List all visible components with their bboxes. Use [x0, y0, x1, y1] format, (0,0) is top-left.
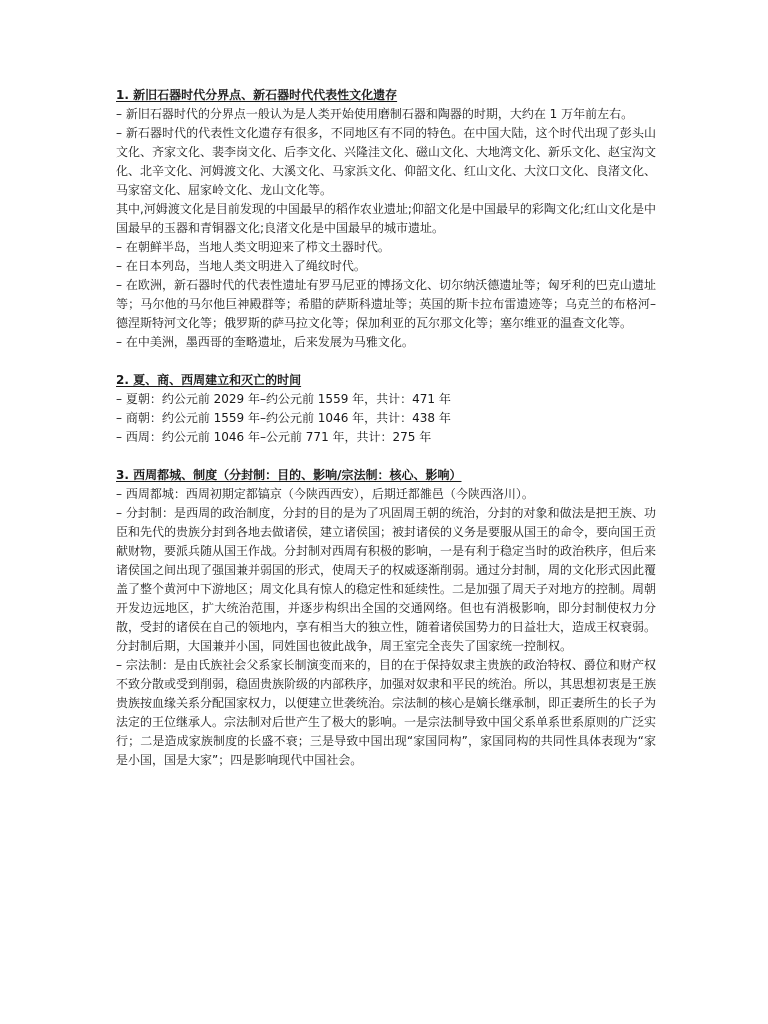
paragraph: – 在中美洲，墨西哥的奎略遗址，后来发展为马雅文化。: [116, 335, 414, 349]
section-dynasties: [116, 371, 656, 447]
paragraph: – 夏朝：约公元前 2029 年–约公元前 1559 年，共计：471 年: [116, 392, 451, 406]
paragraph: – 西周都城：西周初期定都镐京（今陕西西安），后期迁都雒邑（今陕西洛川）。: [116, 487, 534, 501]
section-neolithic: [116, 86, 656, 352]
section-heading: 2. 夏、商、西周建立和灭亡的时间: [116, 373, 302, 387]
paragraph: – 新旧石器时代的分界点一般认为是人类开始使用磨制石器和陶器的时期，大约在 1 万年前左右。: [116, 107, 634, 121]
section-heading: 1. 新旧石器时代分界点、新石器时代代表性文化遗存: [116, 88, 398, 102]
paragraph: – 分封制：是西周的政治制度，分封的目的是为了巩固周王朝的统治，分封的对象和做法是把王族、功臣和先代的贵族分封到各地去做诸侯，建立诸侯国；被封诸侯的义务是要服从国王的命令，要向国王贡献财物，要派兵随从国王作战。分封制对西周有积极的影响，一是有利于稳定当时的政治秩序，但后来诸侯国之间出现了强国兼并弱国的形式，使周天子的权威逐渐削弱。通过分封制，周的文化形式因此覆盖了整个黄河中下游地区；周文化具有惊人的稳定性和延续性。二是加强了周天子对地方的控制。周朝开发边远地区，扩大统治范围，并逐步构织出全国的交通网络。但也有消极影响，即分封制使权力分散，受封的诸侯在自己的领地内，享有相当大的独立性，随着诸侯国势力的日益壮大，造成王权衰弱。分封制后期，大国兼并小国，同姓国也彼此战争，周王室完全丧失了国家统一控制权。: [116, 506, 657, 653]
paragraph: – 新石器时代的代表性文化遗存有很多，不同地区有不同的特色。在中国大陆，这个时代出现了彭头山文化、齐家文化、裴李岗文化、后李文化、兴隆洼文化、磁山文化、大地湾文化、新乐文化、赵宝沟文化、北辛文化、河姆渡文化、大溪文化、马家浜文化、仰韶文化、红山文化、大汶口文化、良渚文化、马家窑文化、屈家岭文化、龙山文化等。: [116, 126, 657, 197]
paragraph: – 在日本列岛，当地人类文明进入了绳纹时代。: [116, 259, 366, 273]
paragraph: 其中,河姆渡文化是目前发现的中国最早的稻作农业遗址;仰韶文化是中国最早的彩陶文化;红山文化是中国最早的玉器和青铜器文化;良渚文化是中国最早的城市遗址。: [116, 202, 656, 235]
paragraph: – 商朝：约公元前 1559 年–约公元前 1046 年，共计：438 年: [116, 411, 451, 425]
paragraph: – 西周：约公元前 1046 年–公元前 771 年，共计：275 年: [116, 430, 432, 444]
paragraph: – 在欧洲，新石器时代的代表性遗址有罗马尼亚的博扬文化、切尔纳沃德遗址等；匈牙利的巴克山遗址等；马尔他的马尔他巨神殿群等；希腊的萨斯科遗址等；英国的斯卡拉布雷遗迹等；乌克兰的布格河–德涅斯特河文化等；俄罗斯的萨马拉文化等；保加利亚的瓦尔那文化等；塞尔维亚的温查文化等。: [116, 278, 656, 330]
section-western-zhou: [116, 466, 656, 770]
document-page: [116, 86, 656, 789]
section-heading: 3. 西周都城、制度（分封制：目的、影响/宗法制：核心、影响）: [116, 468, 462, 482]
paragraph: – 宗法制：是由氏族社会父系家长制演变而来的，目的在于保持奴隶主贵族的政治特权、爵位和财产权不致分散或受到削弱，稳固贵族阶级的内部秩序，加强对奴隶和平民的统治。所以，其思想初衷是王族贵族按血缘关系分配国家权力，以便建立世袭统治。宗法制的核心是嫡长继承制，即正妻所生的长子为法定的王位继承人。宗法制对后世产生了极大的影响。一是宗法制导致中国父系单系世系原则的广泛实行；二是造成家族制度的长盛不衰；三是导致中国出现“家国同构”，家国同构的共同性具体表现为“家是小国，国是大家”；四是影响现代中国社会。: [116, 658, 657, 767]
paragraph: – 在朝鲜半岛，当地人类文明迎来了栉文土器时代。: [116, 240, 390, 254]
